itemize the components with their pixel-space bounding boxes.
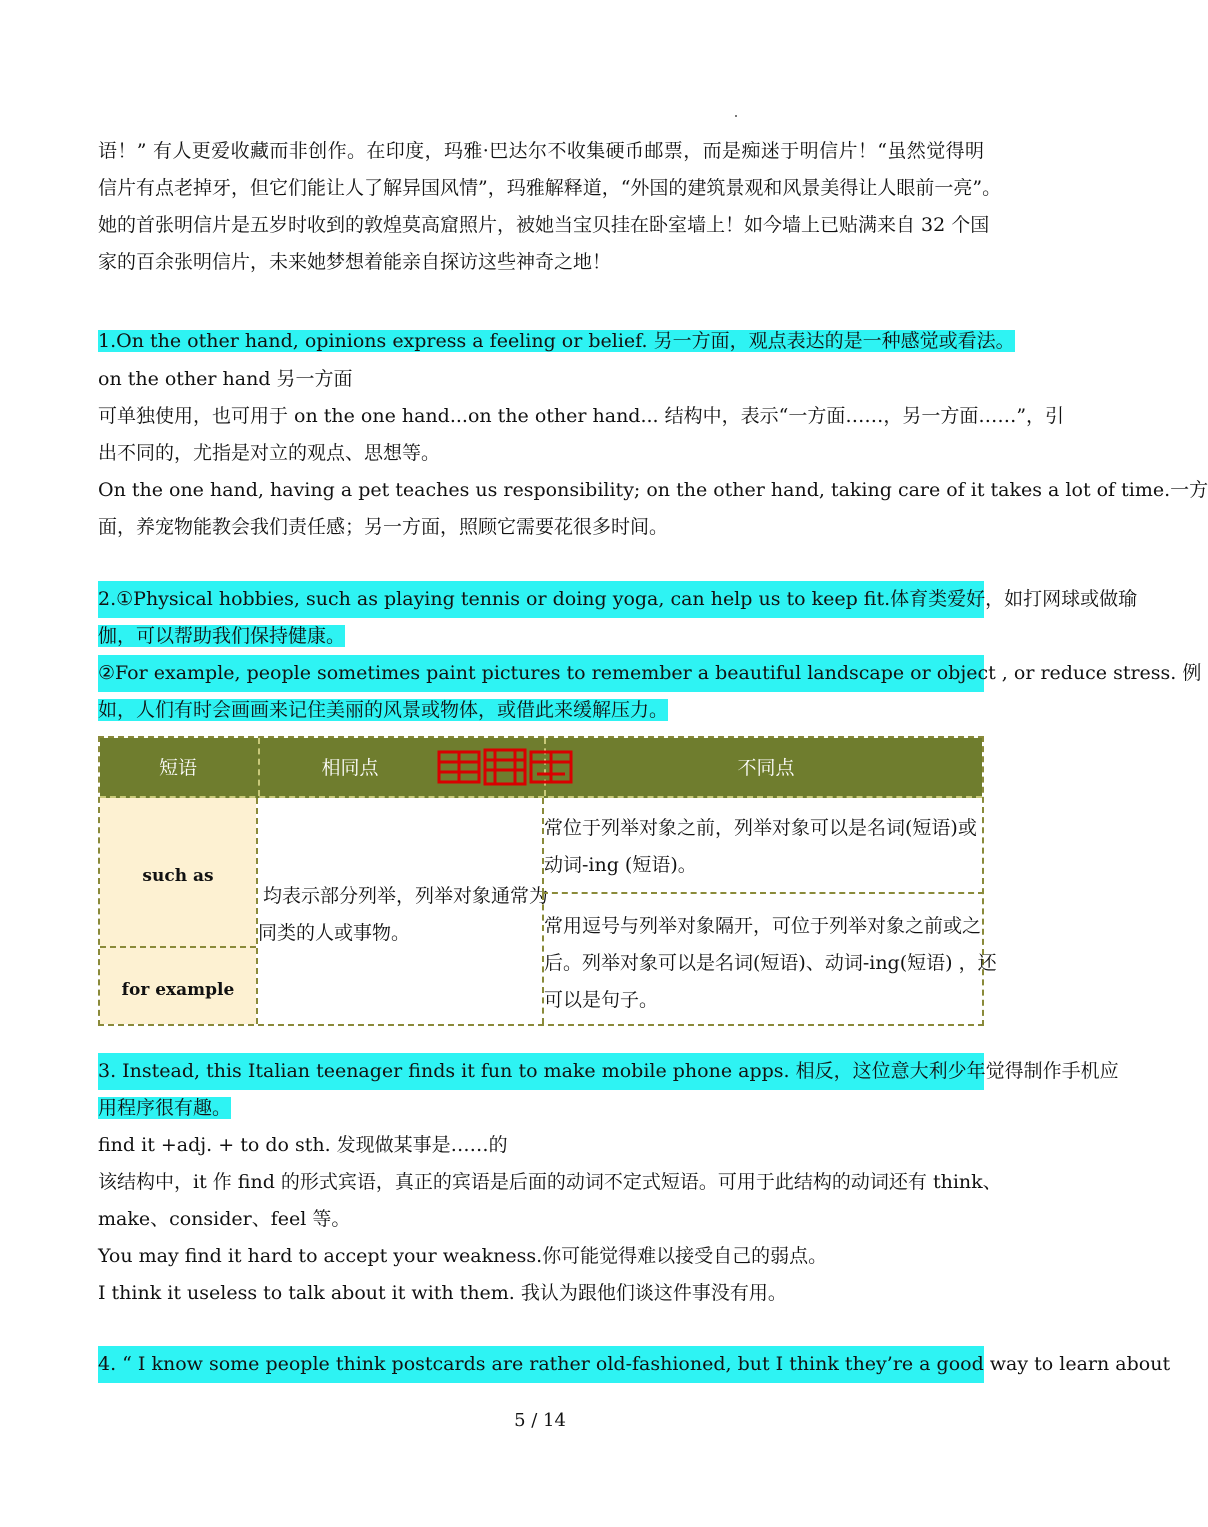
similarity-line-1: 均表示部分列举，列举对象通常为 xyxy=(263,885,549,907)
item1-line-1: on the other hand 另一方面 xyxy=(98,368,353,390)
page-number: 5 / 14 xyxy=(514,1410,566,1431)
diff-such-line-1: 常位于列举对象之前，列举对象可以是名词(短语)或 xyxy=(544,817,977,839)
comparison-table xyxy=(98,736,997,1026)
header-phrase: 短语 xyxy=(158,757,197,779)
cell-such-as xyxy=(100,798,256,948)
item3-heading-2: 用程序很有趣。 xyxy=(98,1097,232,1119)
header-similarity: 相同点 xyxy=(258,738,544,796)
item2-heading-3: ②For example, people sometimes paint pictures to remember a beautiful landscape or object , or reduce stress. 例 xyxy=(98,655,984,692)
item1-line-2: 可单独使用，也可用于 on the one hand...on the other hand... 结构中，表示“一方面……，另一方面……”，引 xyxy=(98,405,1065,427)
watermark-stamp xyxy=(437,746,575,788)
diff-for-line-1: 常用逗号与列举对象隔开，可位于列举对象之前或之 xyxy=(544,915,982,937)
intro-line-2: 信片有点老掉牙，但它们能让人了解异国风情”，玛雅解释道，“外国的建筑景观和风景美得让人眼前一亮”。 xyxy=(98,177,1002,199)
item4-heading: 4. “ I know some people think postcards are rather old-fashioned, but I think they’re a good way to learn about xyxy=(98,1346,984,1383)
cell-similarity xyxy=(256,798,549,1024)
cell-difference-such-as xyxy=(542,798,984,894)
item2-heading-4: 如，人们有时会画画来记住美丽的风景或物体，或借此来缓解压力。 xyxy=(98,699,669,721)
item3-line-1: find it +adj. + to do sth. 发现做某事是……的 xyxy=(98,1134,508,1156)
similarity-line-2: 同类的人或事物。 xyxy=(258,922,411,944)
intro-line-4: 家的百余张明信片，未来她梦想着能亲自探访这些神奇之地！ xyxy=(98,251,612,273)
header-difference: 不同点 xyxy=(544,738,986,796)
diff-such-line-2: 动词-ing (短语)。 xyxy=(544,854,697,876)
cell-for-example xyxy=(100,948,256,1024)
item3-line-2: 该结构中，it 作 find 的形式宾语，真正的宾语是后面的动词不定式短语。可用于此结构的动词还有 think、 xyxy=(98,1171,1002,1193)
cell-difference-for-example xyxy=(542,894,997,1024)
item1-line-4: On the one hand, having a pet teaches us responsibility; on the other hand, taking care of it takes a lot of time.一方 xyxy=(98,479,1208,501)
item3-heading-1: 3. Instead, this Italian teenager finds it fun to make mobile phone apps. 相反，这位意大利少年觉得制作手机应 xyxy=(98,1053,984,1090)
item1-line-3: 出不同的，尤指是对立的观点、思想等。 xyxy=(98,442,441,464)
item2-heading-1: 2.①Physical hobbies, such as playing tennis or doing yoga, can help us to keep fit.体育类爱好，如打网球或做瑜 xyxy=(98,581,984,618)
intro-line-3: 她的首张明信片是五岁时收到的敦煌莫高窟照片，被她当宝贝挂在卧室墙上！如今墙上已贴满来自 32 个国 xyxy=(98,214,990,236)
term-such-as: such as xyxy=(142,866,214,886)
item3-line-4: You may find it hard to accept your weakness.你可能觉得难以接受自己的弱点。 xyxy=(98,1245,828,1267)
item1-heading: 1.On the other hand, opinions express a feeling or belief. 另一方面，观点表达的是一种感觉或看法。 xyxy=(98,330,1015,352)
diff-for-line-3: 可以是句子。 xyxy=(544,989,659,1011)
scan-dot xyxy=(735,115,737,117)
item3-line-5: I think it useless to talk about it with them. 我认为跟他们谈这件事没有用。 xyxy=(98,1282,787,1304)
term-for-example: for example xyxy=(121,980,235,1000)
table-header-row xyxy=(100,738,982,798)
item1-line-5: 面，养宠物能教会我们责任感；另一方面，照顾它需要花很多时间。 xyxy=(98,516,669,538)
diff-for-line-2: 后。列举对象可以是名词(短语)、动词-ing(短语) ，还 xyxy=(544,952,997,974)
item2-heading-2: 伽，可以帮助我们保持健康。 xyxy=(98,625,346,647)
item3-line-3: make、consider、feel 等。 xyxy=(98,1208,351,1230)
intro-line-1: 语！” 有人更爱收藏而非创作。在印度，玛雅·巴达尔不收集硬币邮票，而是痴迷于明信片！“虽然觉得明 xyxy=(98,140,984,162)
